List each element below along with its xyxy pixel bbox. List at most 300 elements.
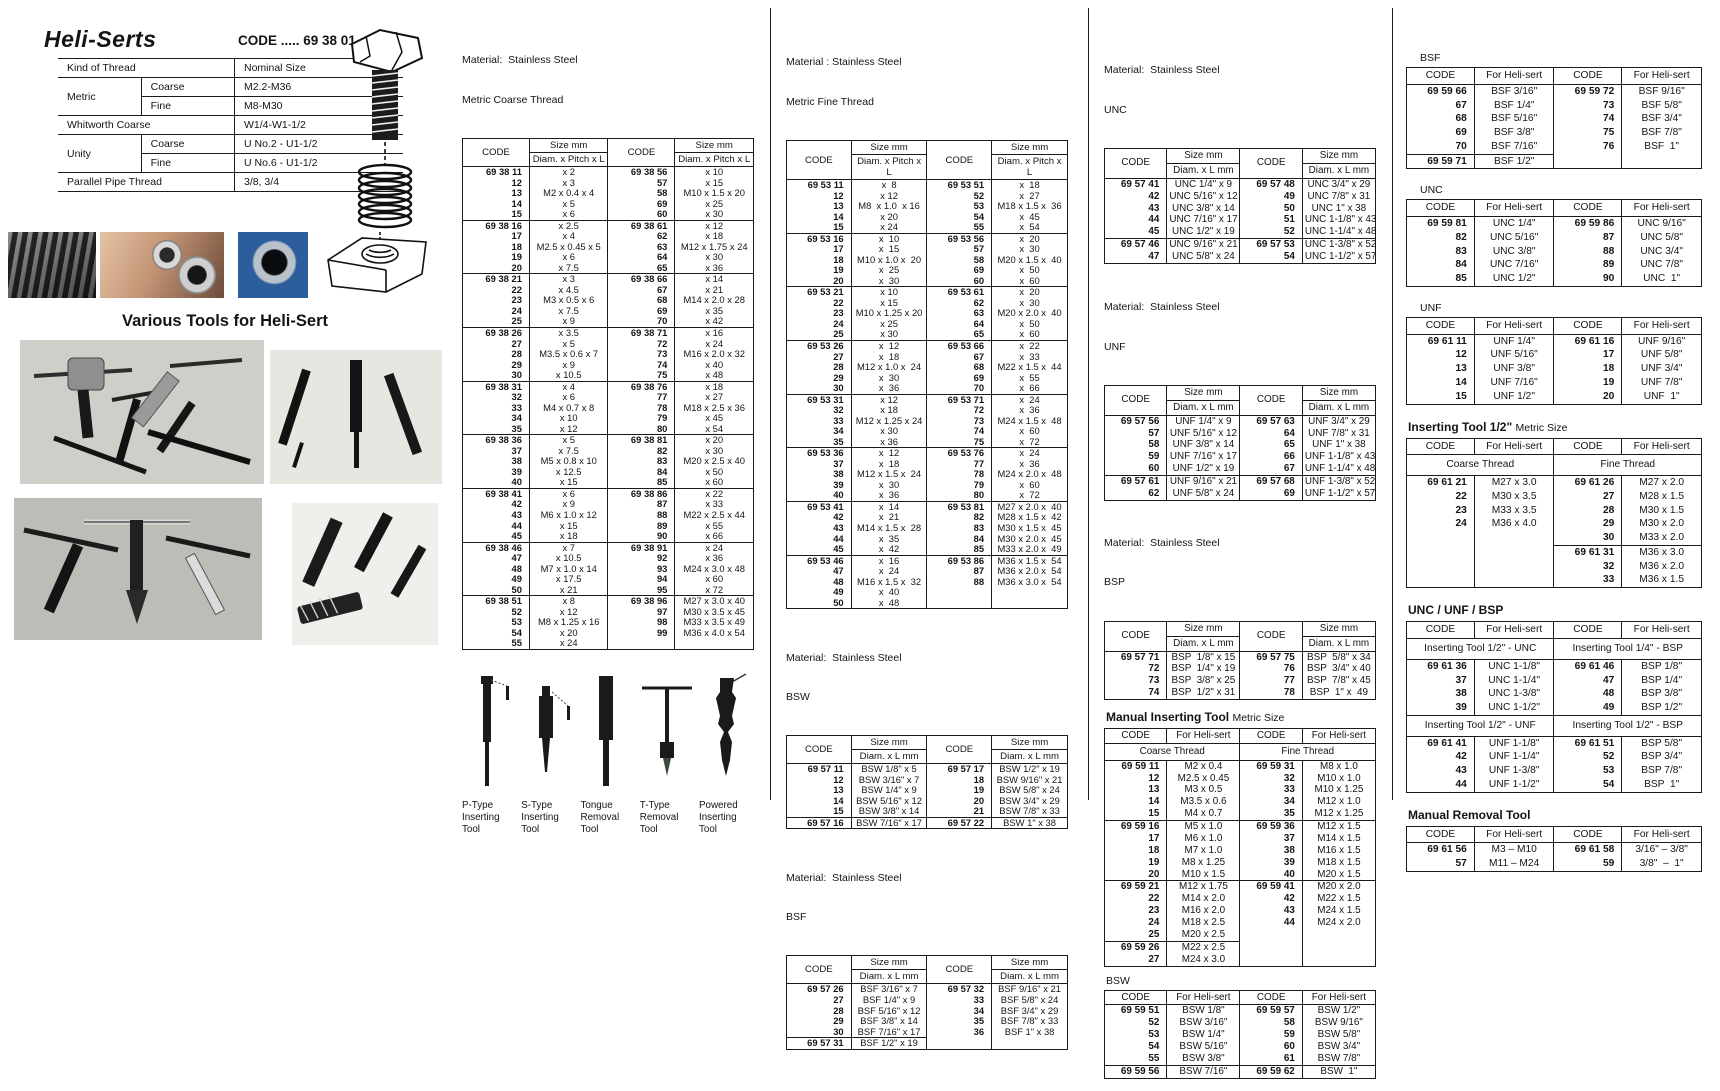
code-cell: 42 (1105, 191, 1167, 203)
column-header: CODE (1554, 68, 1622, 85)
size-cell: x 20 (675, 435, 754, 446)
code-cell: 80 (927, 490, 992, 501)
size-cell: UNC 5/16" x 12 (1167, 191, 1240, 203)
size-cell: UNF 1-1/2" x 57 (1302, 488, 1375, 500)
tool-type-subheader: Inserting Tool 1/2" - UNC (1407, 638, 1554, 659)
code-cell: 70 (1407, 140, 1475, 154)
tool-label: T-Type Removal Tool (639, 799, 679, 836)
table-row (1105, 476, 1376, 488)
code-cell: 69 53 51 (927, 180, 992, 191)
code-cell: 77 (1240, 675, 1302, 687)
size-cell: x 30 (851, 373, 927, 384)
code-cell (1407, 531, 1475, 545)
column-header: Diam. x L mm (992, 750, 1068, 764)
table-row (787, 201, 1068, 212)
size-cell: M24 x 3.0 x 48 (675, 564, 754, 575)
size-cell: x 5 (529, 199, 608, 210)
code-cell (1407, 560, 1475, 574)
size-cell: UNC 1/2" x 19 (1167, 226, 1240, 238)
code-cell: 74 (1105, 687, 1167, 699)
column-header: Diam. x L mm (992, 970, 1068, 984)
size-cell: BSP 1/4" (1622, 674, 1702, 688)
size-cell: UNC 1-1/8" (1474, 659, 1554, 673)
column-header: Diam. x Pitch x L (992, 155, 1068, 180)
size-cell: BSF 5/16" (1474, 112, 1554, 126)
code-cell: 25 (463, 316, 530, 327)
column-header: CODE (1554, 826, 1622, 843)
size-cell: x 33 (992, 352, 1068, 363)
unf-tool-label: UNF (1420, 301, 1442, 314)
column-header: Size mm (675, 139, 754, 153)
code-cell: 32 (1554, 560, 1622, 574)
code-cell: 54 (927, 212, 992, 223)
code-cell: 82 (927, 512, 992, 523)
size-cell: UNC 1-1/2" x 57 (1302, 251, 1375, 263)
size-cell: M12 x 1.0 x 24 (851, 362, 927, 373)
code-cell: 90 (1554, 272, 1622, 286)
size-cell: BSF 9/16" (1622, 84, 1702, 98)
table-row (1105, 675, 1376, 687)
size-cell: BSF 1/2" x 19 (851, 1038, 927, 1050)
size-cell: M20 x 2.0 (1302, 881, 1375, 893)
size-cell: BSW 1/8" (1167, 1005, 1240, 1017)
size-cell: x 7.5 (529, 263, 608, 274)
code-cell: 38 (1240, 845, 1302, 857)
size-cell: BSW 3/4" x 29 (992, 796, 1068, 807)
size-cell (675, 638, 754, 649)
table-row (1105, 651, 1376, 663)
table-row (463, 316, 754, 327)
size-cell: UNF 7/16" (1474, 376, 1554, 390)
column-header: CODE (1407, 317, 1475, 334)
code-cell: 69 53 11 (787, 180, 852, 191)
size-cell: M7 x 1.0 x 14 (529, 564, 608, 575)
size-cell: BSW 1/2" x 19 (992, 764, 1068, 775)
size-cell: x 54 (992, 222, 1068, 233)
size-cell: x 25 (851, 265, 927, 276)
size-cell: x 27 (992, 191, 1068, 202)
column-header: CODE (1554, 200, 1622, 217)
size-cell: M24 x 1.5 (1302, 905, 1375, 917)
code-cell: 79 (608, 413, 675, 424)
size-cell: M22 x 1.5 x 44 (992, 362, 1068, 373)
size-cell: UNC 5/8" (1622, 231, 1702, 245)
code-cell: 28 (787, 1006, 852, 1017)
size-cell: BSF 1" (1622, 140, 1702, 154)
size-cell: x 24 (851, 222, 927, 233)
column-header: Size mm (992, 141, 1068, 155)
size-cell: x 18 (851, 459, 927, 470)
size-cell: x 15 (529, 477, 608, 488)
code-cell: 20 (1105, 869, 1167, 881)
size-cell: M10 x 1.5 x 20 (675, 188, 754, 199)
column-header: CODE (1105, 729, 1167, 744)
table-row (1105, 905, 1376, 917)
code-cell: 28 (463, 349, 530, 360)
unf-table-host (1104, 385, 1376, 501)
table-row (1407, 504, 1702, 518)
size-cell: x 35 (851, 534, 927, 545)
column-header: For Heli-sert (1474, 622, 1554, 639)
unc-insert-table (1104, 148, 1376, 264)
size-cell: x 48 (675, 370, 754, 381)
code-cell: 47 (1554, 674, 1622, 688)
size-cell: BSP 5/8" x 34 (1302, 651, 1375, 663)
table-row (787, 383, 1068, 394)
removal-heading: Manual Removal Tool (1408, 807, 1531, 822)
combo-heading: UNC / UNF / BSP (1408, 603, 1504, 618)
size-cell: UNC 1" x 38 (1302, 203, 1375, 215)
thread-line: UNC (1104, 103, 1127, 116)
code-cell: 69 38 46 (463, 542, 530, 553)
table-row (1105, 191, 1376, 203)
size-cell: M18 x 2.5 x 36 (675, 403, 754, 414)
size-cell: M30 x 2.0 (1622, 517, 1702, 531)
size-cell: M4 x 0.7 x 8 (529, 403, 608, 414)
size-cell: BSW 5/8" x 24 (992, 785, 1068, 796)
table-row (1105, 773, 1376, 785)
code-cell: 42 (1407, 750, 1475, 764)
code-cell: 45 (787, 544, 852, 555)
code-cell: 19 (927, 785, 992, 796)
size-cell: UNF 1-1/2" (1474, 778, 1554, 792)
column-header: CODE (787, 736, 852, 764)
size-cell: x 30 (851, 480, 927, 491)
size-cell: x 36 (851, 383, 927, 394)
bsf-tool-table (1406, 67, 1702, 169)
tongue-removal-tool-icon (583, 672, 633, 790)
size-cell: UNC 7/16" x 17 (1167, 214, 1240, 226)
column-header: CODE (787, 141, 852, 180)
unf-section (1104, 275, 1376, 501)
table-row (1105, 869, 1376, 881)
column-header: Size mm (851, 956, 927, 970)
code-cell: 60 (1240, 1041, 1302, 1053)
size-cell: M12 x 1.25 x 24 (851, 416, 927, 427)
code-cell: 69 61 36 (1407, 659, 1475, 673)
code-cell: 24 (463, 306, 530, 317)
table-row (1407, 857, 1702, 871)
code-cell: 69 53 31 (787, 394, 852, 405)
code-cell: 27 (1105, 954, 1167, 966)
code-cell: 45 (1105, 226, 1167, 238)
manual-inserting-tool-table (1104, 728, 1376, 967)
code-cell: 69 57 31 (787, 1038, 852, 1050)
size-cell: x 6 (529, 209, 608, 220)
code-cell: 30 (787, 383, 852, 394)
code-cell: 70 (608, 316, 675, 327)
table-row (463, 510, 754, 521)
code-cell: 43 (1105, 203, 1167, 215)
code-cell: 69 53 41 (787, 501, 852, 512)
code-cell: 87 (608, 499, 675, 510)
code-cell: 43 (1240, 905, 1302, 917)
code-cell: 55 (463, 638, 530, 649)
code-cell: 60 (1105, 463, 1167, 475)
size-cell: x 21 (529, 585, 608, 596)
size-cell: M27 x 2.0 (1622, 476, 1702, 490)
code-cell: 55 (1105, 1053, 1167, 1065)
size-cell: UNF 5/16" (1474, 348, 1554, 362)
size-cell: BSW 1/8" x 5 (851, 764, 927, 775)
code-cell (927, 598, 992, 609)
size-cell: UNF 5/16" x 12 (1167, 428, 1240, 440)
size-cell: x 12 (851, 340, 927, 351)
size-cell: M27 x 3.0 x 40 (675, 596, 754, 607)
tool-powered (699, 672, 754, 837)
size-cell: BSF 9/16" x 21 (992, 984, 1068, 995)
column-header: Size mm (851, 736, 927, 750)
code-cell: 83 (927, 523, 992, 534)
code-cell: 43 (787, 523, 852, 534)
code-cell: 27 (463, 339, 530, 350)
bsf-insert-table (786, 955, 1068, 1049)
size-cell: M11 – M24 (1474, 857, 1554, 871)
code-cell: 32 (1240, 773, 1302, 785)
size-cell: M36 x 1.5 (1622, 573, 1702, 587)
code-cell: 72 (1105, 663, 1167, 675)
size-cell: BSP 3/8" x 25 (1167, 675, 1240, 687)
column-divider (770, 8, 771, 800)
code-cell: 53 (1105, 1029, 1167, 1041)
code-cell: 69 61 16 (1554, 334, 1622, 348)
table-row (1105, 808, 1376, 820)
size-cell: x 36 (992, 405, 1068, 416)
code-cell: 69 61 31 (1554, 545, 1622, 559)
code-cell: 37 (1240, 833, 1302, 845)
table-row (787, 806, 1068, 817)
drawing-insert-in-workpiece (322, 230, 434, 300)
code-cell: 24 (787, 319, 852, 330)
code-cell: 94 (608, 574, 675, 585)
material-line: Material: Stainless Steel (1104, 537, 1220, 549)
table-row (787, 222, 1068, 233)
code-cell: 69 57 53 (1240, 239, 1302, 251)
code-cell: 69 53 66 (927, 340, 992, 351)
size-cell: M8 x 1.0 x 16 (851, 201, 927, 212)
size-cell: M10 x 1.0 (1302, 773, 1375, 785)
size-cell: x 22 (675, 488, 754, 499)
code-cell: 83 (1407, 245, 1475, 259)
size-cell: M5 x 1.0 (1167, 821, 1240, 833)
bsw-table-host (786, 735, 1068, 829)
table-row (1105, 251, 1376, 263)
table-row (463, 188, 754, 199)
code-cell: 69 59 66 (1407, 84, 1475, 98)
table-row (1105, 214, 1376, 226)
column-header: CODE (463, 139, 530, 167)
t-type-removal-tool-icon (640, 672, 694, 790)
size-cell: UNF 7/8" x 31 (1302, 428, 1375, 440)
code-cell: 69 (927, 265, 992, 276)
size-cell: M36 x 3.0 x 54 (992, 577, 1068, 588)
table-row (1407, 545, 1702, 559)
size-cell: BSP 1/4" x 19 (1167, 663, 1240, 675)
code-cell: 69 38 26 (463, 327, 530, 338)
table-row (1407, 476, 1702, 490)
size-cell: x 60 (992, 426, 1068, 437)
code-cell: 67 (608, 285, 675, 296)
size-cell: BSF 5/8" x 24 (992, 995, 1068, 1006)
code-cell: 69 61 46 (1554, 659, 1622, 673)
code-cell: 69 59 41 (1240, 881, 1302, 893)
code-cell: 34 (463, 413, 530, 424)
size-cell: M12 x 1.25 (1302, 808, 1375, 820)
column-header: CODE (1407, 438, 1475, 455)
size-cell: M22 x 2.5 x 44 (675, 510, 754, 521)
spec-value: M2.2-M36 (235, 78, 404, 97)
code-cell: 73 (1105, 675, 1167, 687)
section-material (786, 845, 1068, 950)
code-cell: 69 59 21 (1105, 881, 1167, 893)
size-cell: M2 x 0.4 (1167, 760, 1240, 772)
code-cell: 64 (1240, 428, 1302, 440)
code-cell: 84 (1407, 258, 1475, 272)
table-row (463, 349, 754, 360)
size-cell: M18 x 1.5 x 36 (992, 201, 1068, 212)
size-cell: x 10 (675, 167, 754, 178)
size-cell: UNF 3/8" (1474, 362, 1554, 376)
code-cell: 63 (927, 308, 992, 319)
size-cell (1474, 545, 1554, 559)
table-row (463, 263, 754, 274)
bsw-insert-table (786, 735, 1068, 829)
code-cell: 69 38 66 (608, 274, 675, 285)
code-cell (1407, 545, 1475, 559)
code-cell: 36 (927, 1027, 992, 1038)
size-cell: BSW 1/4" (1167, 1029, 1240, 1041)
column-header: Diam. x L mm (851, 970, 927, 984)
code-cell (927, 587, 992, 598)
code-cell: 42 (787, 512, 852, 523)
code-cell: 25 (1105, 929, 1167, 941)
size-cell (992, 598, 1068, 609)
table-row (1105, 833, 1376, 845)
code-cell: 40 (787, 490, 852, 501)
size-cell: x 10.5 (529, 553, 608, 564)
size-cell: BSP 1" (1622, 778, 1702, 792)
unc-tool-label: UNC (1420, 184, 1443, 197)
size-cell: M30 x 3.5 x 45 (675, 607, 754, 618)
code-cell: 85 (927, 544, 992, 555)
code-cell: 69 59 56 (1105, 1065, 1167, 1078)
code-cell: 27 (787, 352, 852, 363)
column-header: CODE (1407, 200, 1475, 217)
bsf-table-host (786, 955, 1068, 1049)
code-cell: 33 (787, 416, 852, 427)
size-cell: M14 x 2.0 x 28 (675, 295, 754, 306)
size-cell: M24 x 3.0 (1167, 954, 1240, 966)
manual-removal-tool-table (1406, 826, 1702, 872)
table-row (1105, 917, 1376, 929)
size-cell: x 18 (851, 405, 927, 416)
unf-tool-table-host (1406, 317, 1702, 405)
size-cell: M3 x 0.5 (1167, 784, 1240, 796)
code-cell: 14 (463, 199, 530, 210)
column-header: Diam. x L mm (851, 750, 927, 764)
tool-label: S-Type Inserting Tool (521, 799, 559, 836)
table-row (1105, 954, 1376, 966)
column-header: CODE (927, 956, 992, 984)
size-cell: M28 x 1.5 (1622, 490, 1702, 504)
code-cell: 44 (1240, 917, 1302, 929)
size-cell: UNF 1" x 38 (1302, 439, 1375, 451)
photo-tool-set-4 (292, 503, 438, 645)
various-tools-heading: Various Tools for Heli-Sert (122, 312, 328, 330)
size-cell: x 12 (529, 607, 608, 618)
size-cell: 3/16" – 3/8" (1622, 843, 1702, 857)
size-cell: M20 x 2.5 x 40 (675, 456, 754, 467)
code-cell: 15 (787, 806, 852, 817)
mit-table-host (1104, 728, 1376, 967)
code-cell: 35 (1240, 808, 1302, 820)
material-line: Material: Stainless Steel (1104, 64, 1220, 77)
code-cell: 57 (1407, 857, 1475, 871)
size-cell: x 5 (529, 435, 608, 446)
thread-type-subheader: Fine Thread (1554, 455, 1702, 476)
table-row (787, 995, 1068, 1006)
size-cell: x 21 (851, 512, 927, 523)
size-cell: x 30 (851, 329, 927, 340)
code-cell: 39 (787, 480, 852, 491)
tool-type-subheader: Inserting Tool 1/2" - BSP (1554, 715, 1702, 736)
code-cell: 69 57 71 (1105, 651, 1167, 663)
code-cell: 25 (787, 329, 852, 340)
table-row (463, 638, 754, 649)
code-cell: 54 (1105, 1041, 1167, 1053)
size-cell: BSF 1/2" (1474, 154, 1554, 169)
code-cell: 67 (1240, 463, 1302, 475)
code-cell: 18 (1554, 362, 1622, 376)
size-cell: x 21 (675, 285, 754, 296)
size-cell: BSP 7/8" x 45 (1302, 675, 1375, 687)
size-cell: x 6 (529, 252, 608, 263)
bsf-section (786, 845, 1068, 1049)
code-cell: 47 (787, 566, 852, 577)
code-cell: 30 (787, 1027, 852, 1038)
size-cell: x 6 (529, 392, 608, 403)
column-header: Size mm (851, 141, 927, 155)
size-cell: M18 x 2.5 (1167, 917, 1240, 929)
code-cell: 28 (1554, 504, 1622, 518)
table-row (1407, 245, 1702, 259)
size-cell: x 18 (992, 180, 1068, 191)
bsw-tool-label: BSW (1106, 974, 1130, 987)
size-cell: M10 x 1.25 x 20 (851, 308, 927, 319)
size-cell: UNC 1-1/2" (1474, 701, 1554, 715)
code-cell: 19 (1554, 376, 1622, 390)
size-cell: M2.5 x 0.45 x 5 (529, 242, 608, 253)
code-cell: 38 (1407, 687, 1475, 701)
size-cell: BSP 1/2" (1622, 701, 1702, 715)
code-cell: 69 59 81 (1407, 217, 1475, 231)
size-cell: x 16 (675, 327, 754, 338)
table-row (1407, 764, 1702, 778)
code-cell: 18 (927, 775, 992, 786)
code-cell: 69 (927, 373, 992, 384)
table-row (787, 544, 1068, 555)
table-row (1105, 488, 1376, 500)
table-row (1407, 272, 1702, 286)
code-cell: 69 38 86 (608, 488, 675, 499)
thread-line: Metric Coarse Thread (462, 93, 564, 106)
size-cell: BSW 7/16" x 17 (851, 817, 927, 829)
size-cell: x 5 (529, 339, 608, 350)
code-cell: 69 38 31 (463, 381, 530, 392)
code-cell: 34 (1240, 796, 1302, 808)
table-row (1407, 258, 1702, 272)
size-cell: x 50 (992, 265, 1068, 276)
